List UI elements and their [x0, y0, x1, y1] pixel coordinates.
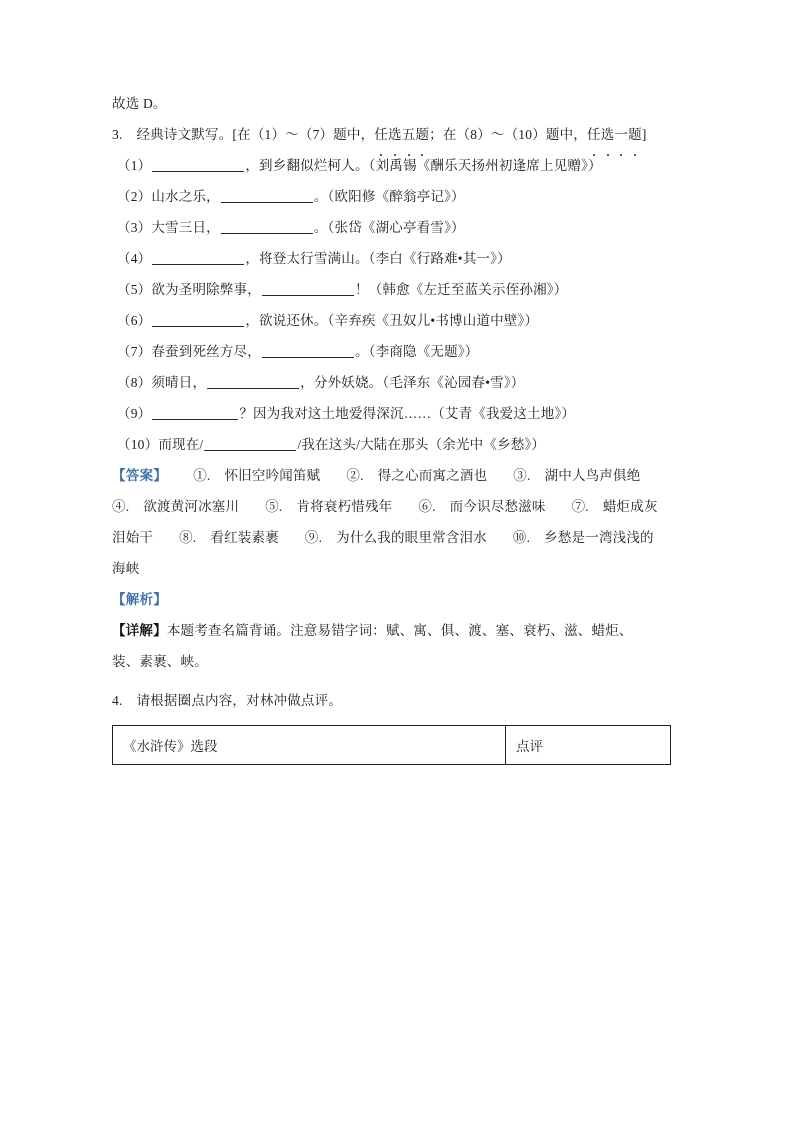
answer-text-8: 看红装素裹 — [210, 530, 279, 545]
table-row — [113, 726, 671, 765]
answer-text-1: 怀旧空吟闻笛赋 — [224, 468, 321, 483]
emphasis-select-five: 任选五题 — [374, 119, 429, 150]
question-item-5 — [112, 274, 640, 305]
fill-blank-4[interactable] — [152, 264, 244, 265]
answer-text-5: 肯将衰朽惜残年 — [296, 499, 393, 514]
item-10-before: 而现在/ — [158, 437, 204, 452]
answer-text-7-part-a: 蜡炬成灰 — [602, 499, 658, 514]
item-3-label: （3） — [117, 220, 152, 235]
answer-marker-9: ⑨. — [304, 530, 323, 545]
answer-text-2: 得之心而寓之酒也 — [377, 468, 488, 483]
item-5-after: ！（韩愈《左迁至蓝关示侄孙湘》） — [354, 282, 568, 297]
answer-marker-2: ②. — [346, 468, 364, 483]
fill-blank-8[interactable] — [207, 388, 299, 389]
review-table-body — [113, 726, 671, 765]
answer-line-2 — [112, 491, 658, 522]
answer-marker-8: ⑧. — [179, 530, 197, 545]
item-7-after: 。（李商隐《无题》） — [354, 344, 479, 359]
fill-blank-9[interactable] — [152, 419, 238, 420]
question-4-stem — [112, 685, 640, 716]
item-9-after: ？因为我对这土地爱得深沉……（艾青《我爱这土地》） — [239, 406, 576, 421]
question-item-7 — [112, 336, 640, 367]
detail-label: 【详解】 — [112, 623, 167, 638]
answer-text-10-part-b: 海峡 — [112, 561, 140, 576]
item-7-before: 春蚕到死丝方尽， — [151, 344, 261, 359]
fill-blank-10[interactable] — [204, 450, 296, 451]
item-4-after: ，将登太行雪满山。（李白《行路难•其一》） — [245, 251, 511, 266]
answer-line-4 — [112, 553, 640, 584]
answer-marker-1: ①. — [193, 468, 211, 483]
item-8-label: （8） — [117, 375, 152, 390]
answer-text-4: 欲渡黄河冰塞川 — [143, 499, 240, 514]
answer-text-10-part-a: 乡愁是一湾浅浅的 — [544, 530, 654, 545]
page-content — [112, 88, 658, 765]
item-6-label: （6） — [117, 313, 152, 328]
fill-blank-2[interactable] — [221, 202, 313, 203]
question-3-stem-before: 经典诗文默写。[在（1）～（7）题中， — [136, 127, 375, 142]
question-3-stem-mid: ；在（8）～（10）题中， — [429, 127, 587, 142]
question-3-stem — [112, 119, 647, 150]
table-header-passage: 《水浒传》选段 — [113, 726, 506, 765]
fill-blank-7[interactable] — [262, 357, 354, 358]
question-3-stem-after: ] — [641, 127, 647, 142]
answer-text-3: 湖中人鸟声俱绝 — [544, 468, 641, 483]
question-item-6 — [112, 305, 640, 336]
question-item-2 — [112, 181, 640, 212]
previous-answer-line: 故选 D。 — [112, 96, 167, 111]
answer-marker-6: ⑥. — [418, 499, 436, 514]
item-2-after: 。（欧阳修《醉翁亭记》） — [313, 189, 465, 204]
item-10-label: （10） — [117, 437, 159, 452]
fill-blank-5[interactable] — [262, 295, 354, 296]
answer-text-7-part-b: 泪始干 — [112, 530, 154, 545]
answer-block — [112, 460, 658, 584]
question-item-8 — [112, 367, 640, 398]
question-item-3 — [112, 212, 640, 243]
answer-marker-3: ③. — [513, 468, 531, 483]
question-4-stem-text: 请根据圈点内容，对林冲做点评。 — [136, 693, 343, 708]
item-1-after: ，到乡翻似烂柯人。（刘禹锡《酬乐天扬州初逢席上见赠》） — [245, 158, 602, 173]
fill-blank-6[interactable] — [152, 326, 244, 327]
item-2-before: 山水之乐， — [151, 189, 220, 204]
item-8-after: ，分外妖娆。（毛泽东《沁园春•雪》） — [300, 375, 525, 390]
item-3-before: 大雪三日， — [151, 220, 220, 235]
item-4-label: （4） — [117, 251, 152, 266]
item-7-label: （7） — [117, 344, 152, 359]
answer-label: 【答案】 — [112, 468, 168, 483]
item-3-after: 。（张岱《湖心亭看雪》） — [313, 220, 465, 235]
question-item-10 — [112, 429, 640, 460]
item-5-label: （5） — [117, 282, 152, 297]
fill-blank-1[interactable] — [152, 171, 244, 172]
analysis-label: 【解析】 — [112, 592, 168, 607]
section-spacer — [112, 677, 640, 685]
answer-marker-10: ⑩. — [512, 530, 531, 545]
question-3-number: 3. — [112, 127, 123, 142]
item-6-after: ，欲说还休。（辛弃疾《丑奴儿•书博山道中壁》） — [245, 313, 539, 328]
table-header-comment: 点评 — [506, 726, 671, 765]
item-5-before: 欲为圣明除弊事， — [151, 282, 261, 297]
review-table — [112, 725, 671, 765]
answer-text-6: 而今识尽愁滋味 — [449, 499, 546, 514]
detail-explanation — [112, 615, 640, 677]
answer-marker-7: ⑦. — [571, 499, 589, 514]
answer-text-9: 为什么我的眼里常含泪水 — [336, 530, 487, 545]
item-10-after: /我在这头/大陆在那头（余光中《乡愁》） — [297, 437, 546, 452]
fill-blank-3[interactable] — [221, 233, 313, 234]
question-item-9 — [112, 398, 640, 429]
item-2-label: （2） — [117, 189, 152, 204]
answer-marker-5: ⑤. — [265, 499, 283, 514]
item-8-before: 须晴日， — [151, 375, 207, 390]
question-item-1 — [112, 150, 640, 181]
question-4-number: 4. — [112, 693, 123, 708]
emphasis-select-one: 任选一题 — [587, 119, 642, 150]
analysis-section — [112, 584, 640, 615]
item-1-label: （1） — [117, 158, 152, 173]
detail-text: 本题考查名篇背诵。注意易错字词：赋、寓、俱、渡、塞、衰朽、滋、蜡炬、装、素裹、峡。 — [112, 623, 633, 669]
answer-line-3 — [112, 522, 654, 553]
item-9-label: （9） — [117, 406, 152, 421]
question-item-4 — [112, 243, 640, 274]
answer-line-1 — [112, 460, 640, 491]
answer-marker-4: ④. — [112, 499, 130, 514]
